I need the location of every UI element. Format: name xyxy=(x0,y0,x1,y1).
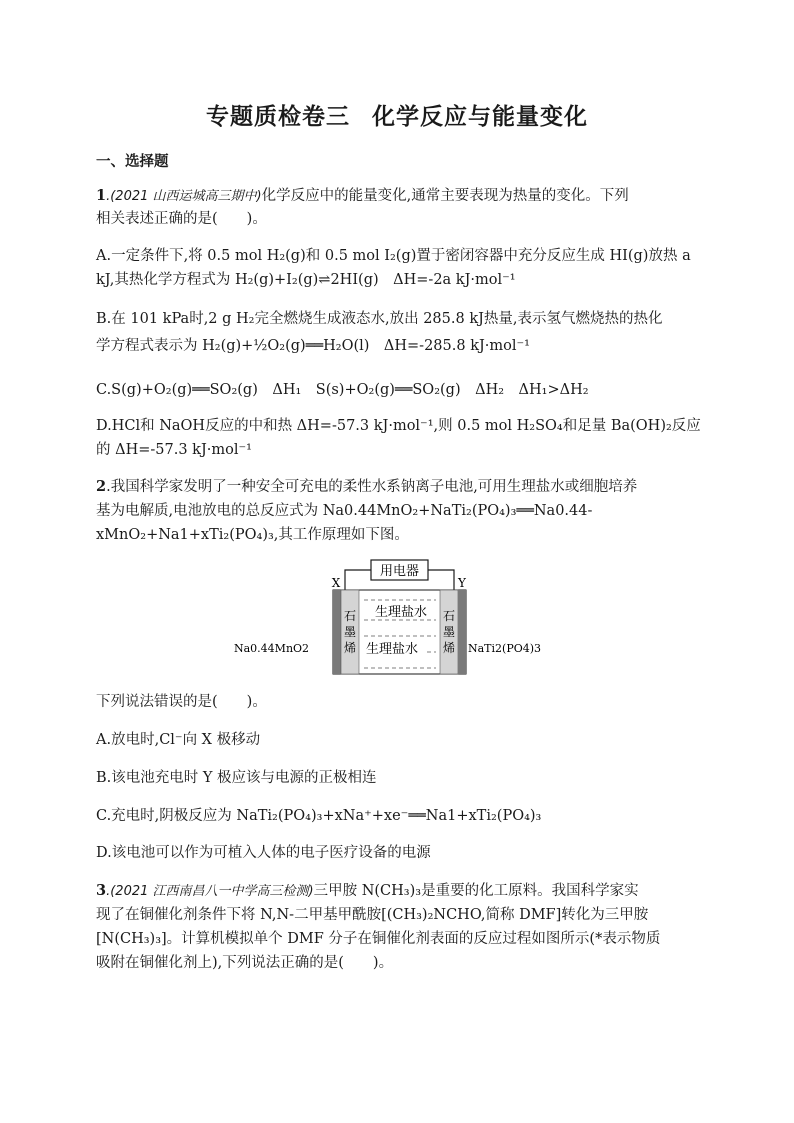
right-electrode-char-2: 墨 xyxy=(442,625,456,639)
q2-option-b: B.该电池充电时 Y 极应该与电源的正极相连 xyxy=(96,770,377,786)
right-electrode-char-3: 烯 xyxy=(442,641,456,655)
q2-question: 下列说法错误的是( )。 xyxy=(96,694,267,710)
terminal-x-label: X xyxy=(331,576,341,590)
left-electrode-char-2: 墨 xyxy=(343,625,357,639)
separator xyxy=(364,630,436,632)
q2-option-a: A.放电时,Cl⁻向 X 极移动 xyxy=(96,732,261,748)
q1-stem-line1 xyxy=(96,186,629,207)
q2-stem-line1 xyxy=(96,477,637,497)
q3-number: 3 xyxy=(96,882,107,899)
electrolyte-bottom-label: 生理盐水 xyxy=(365,642,419,657)
page-title xyxy=(0,98,794,131)
q1-option-d-line1: D.HCl和 NaOH反应的中和热 ΔH=-57.3 kJ·mol⁻¹,则 0.5 mol H₂SO₄和足量 Ba(OH)₂反应 xyxy=(96,418,701,434)
right-collector xyxy=(458,590,466,674)
q1-stem-line2: 相关表述正确的是( )。 xyxy=(96,211,267,227)
q2-stem-line3: xMnO₂+Na1+xTi₂(PO₄)₃,其工作原理如下图。 xyxy=(96,527,409,543)
q2-stem-text: .我国科学家发明了一种安全可充电的柔性水系钠离子电池,可用生理盐水或细胞培养 xyxy=(106,479,638,495)
battery-diagram-svg xyxy=(232,556,568,680)
section-heading: 一、选择题 xyxy=(96,154,169,170)
q1-option-a-line1: A.一定条件下,将 0.5 mol H₂(g)和 0.5 mol I₂(g)置于密闭容器中充分反应生成 HI(g)放热 a xyxy=(96,248,691,264)
q1-option-b-line2: 学方程式表示为 H₂(g)+½O₂(g)══H₂O(l) ΔH=-285.8 kJ·mol⁻¹ xyxy=(96,338,530,354)
left-material-label: Na0.44MnO2 xyxy=(234,642,310,655)
q3-stem-line4: 吸附在铜催化剂上),下列说法正确的是( )。 xyxy=(96,955,394,971)
left-electrode-char-3: 烯 xyxy=(343,641,357,655)
left-electrode-char-1: 石 xyxy=(343,609,357,623)
q2-number: 2 xyxy=(96,478,107,495)
q1-option-a-line2: kJ,其热化学方程式为 H₂(g)+I₂(g)⇌2HI(g) ΔH=-2a kJ·mol⁻¹ xyxy=(96,272,516,288)
q1-source: .(2021 山西运城高三期中) xyxy=(106,189,262,204)
left-collector xyxy=(333,590,341,674)
q1-option-b-line1: B.在 101 kPa时,2 g H₂完全燃烧生成液态水,放出 285.8 kJ热量,表示氢气燃烧热的热化 xyxy=(96,311,663,327)
right-wire xyxy=(428,570,454,590)
q3-stem-line1 xyxy=(96,881,639,902)
terminal-y-label: Y xyxy=(458,576,466,590)
q1-option-c: C.S(g)+O₂(g)══SO₂(g) ΔH₁ S(s)+O₂(g)══SO₂(g) ΔH₂ ΔH₁>ΔH₂ xyxy=(96,382,589,398)
q3-stem-text: 三甲胺 N(CH₃)₃是重要的化工原料。我国科学家实 xyxy=(313,883,639,899)
left-wire xyxy=(345,570,371,590)
q1-option-d-line2: 的 ΔH=-57.3 kJ·mol⁻¹ xyxy=(96,442,252,458)
electrolyte-top-label: 生理盐水 xyxy=(374,605,428,620)
q1-stem-text: 化学反应中的能量变化,通常主要表现为热量的变化。下列 xyxy=(261,188,629,204)
right-electrode-char-1: 石 xyxy=(442,609,456,623)
title-part2: 化学反应与能量变化 xyxy=(372,104,588,130)
q2-stem-line2: 基为电解质,电池放电的总反应式为 Na0.44MnO₂+NaTi₂(PO₄)₃══Na0.44- xyxy=(96,503,593,519)
q3-stem-line2: 现了在铜催化剂条件下将 N,N-二甲基甲酰胺[(CH₃)₂NCHO,简称 DMF]转化为三甲胺 xyxy=(96,907,649,923)
right-material-label: NaTi2(PO4)3 xyxy=(468,642,542,655)
q3-stem-line3: [N(CH₃)₃]。计算机模拟单个 DMF 分子在铜催化剂表面的反应过程如图所示(*表示物质 xyxy=(96,931,661,947)
q2-option-c: C.充电时,阴极反应为 NaTi₂(PO₄)₃+xNa⁺+xe⁻══Na1+xTi₂(PO₄)₃ xyxy=(96,808,542,824)
q1-number: 1 xyxy=(96,187,107,204)
title-part1: 专题质检卷三 xyxy=(206,104,350,130)
q2-option-d: D.该电池可以作为可植入人体的电子医疗设备的电源 xyxy=(96,845,431,861)
device-label: 用电器 xyxy=(379,564,420,579)
q3-source: .(2021 江西南昌八一中学高三检测) xyxy=(106,884,314,899)
battery-diagram xyxy=(232,556,568,680)
